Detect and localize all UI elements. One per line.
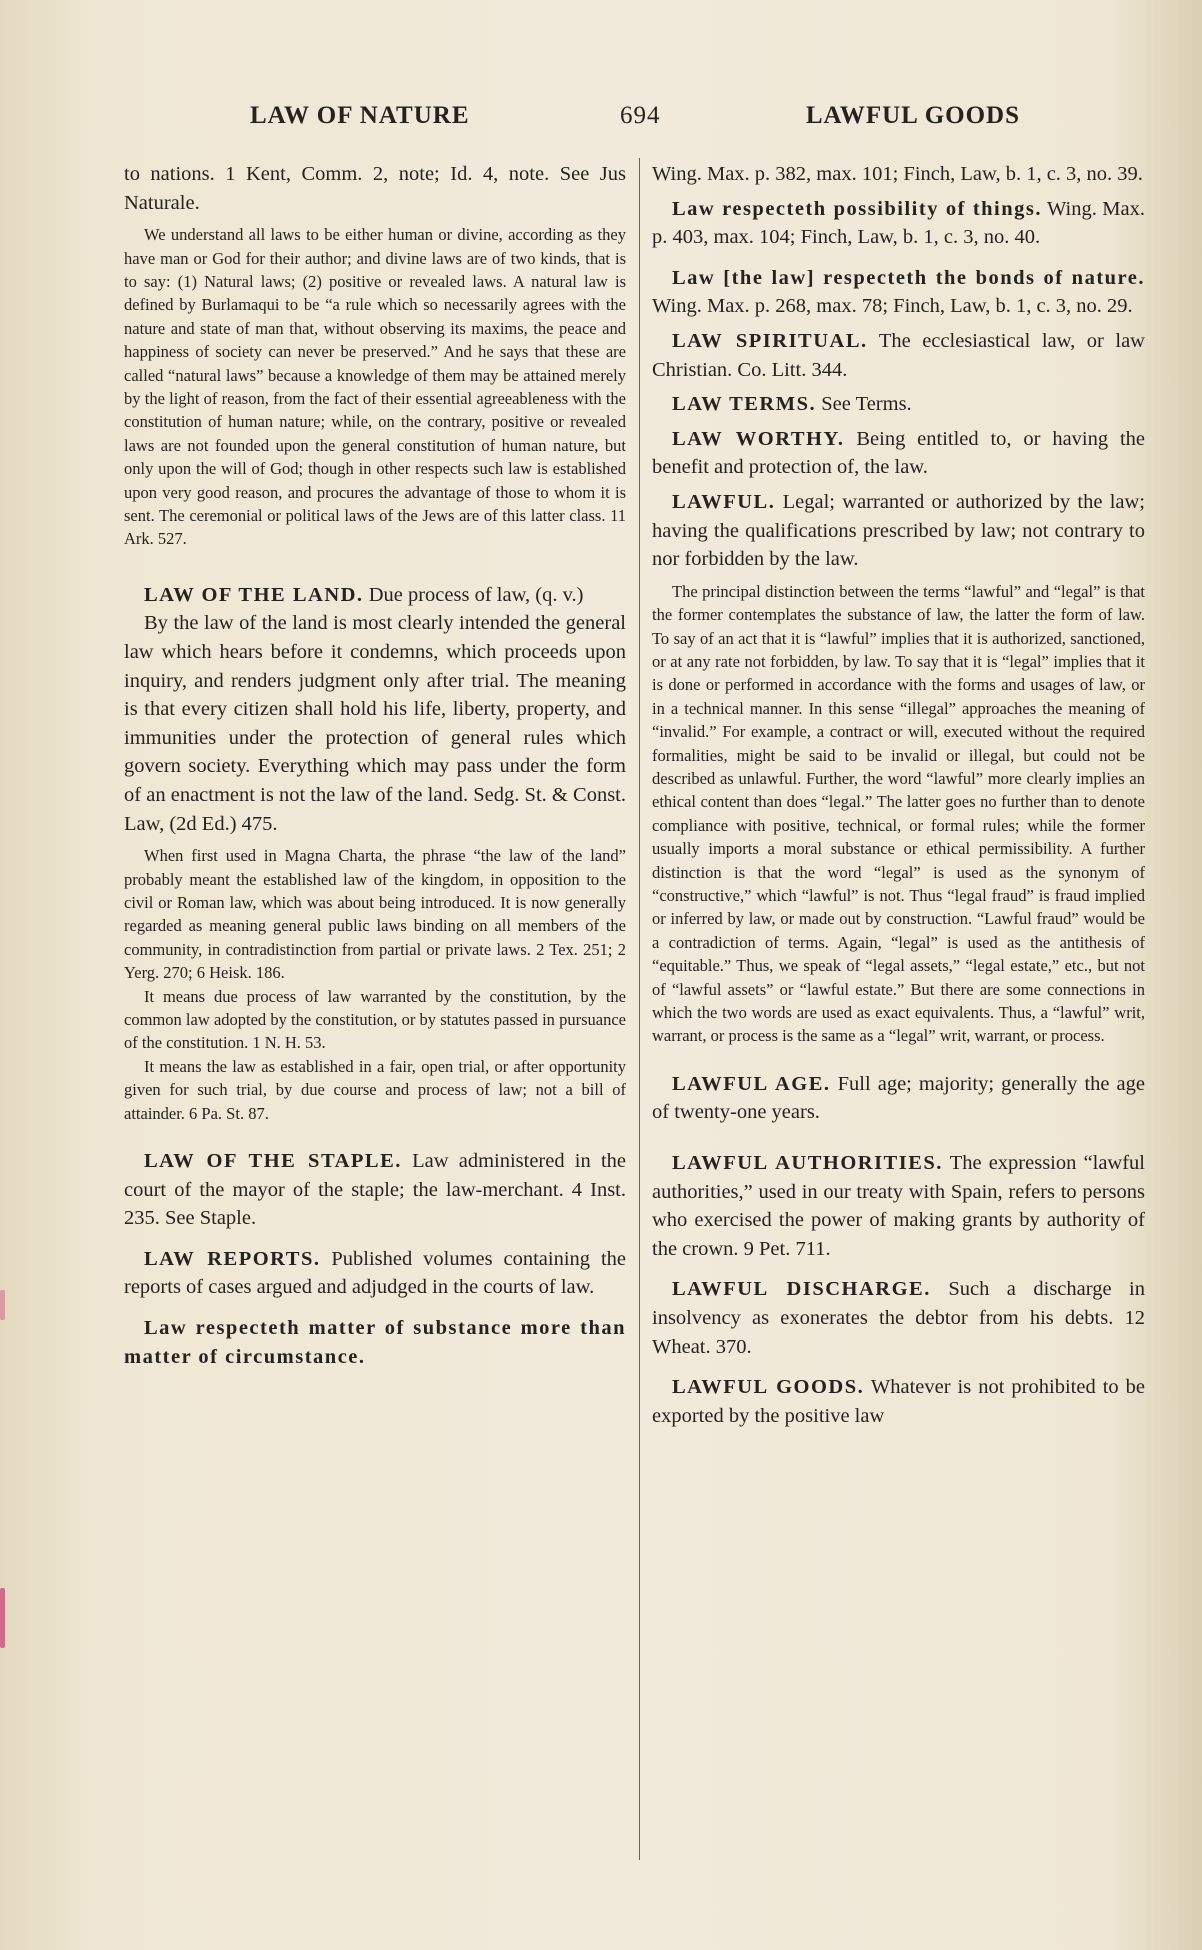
entry-definition: Whatever is not prohibited to be exported by the positive law [652,1376,1145,1427]
header-right-guide-word: LAWFUL GOODS [805,102,1020,129]
entry-headword: LAWFUL AGE. [672,1072,831,1095]
dictionary-entry [652,390,1145,419]
header-left-guide-word: LAW OF NATURE [250,102,470,129]
entry-headword: LAW WORTHY. [672,427,845,450]
entry-definition: Wing. Max. p. 268, max. 78; Finch, Law, b. 1, c. 3, no. 29. [652,295,1133,318]
entry-headword: LAW REPORTS. [144,1247,321,1270]
entry-body: By the law of the land is most clearly intended the general law which hears before it condemns, which proceeds upon inquiry, and renders judgment only after trial. The meaning is that every citizen shall hold his life, liberty, property, and immunities under the protection of general rules which govern society. Everything which may pass under the form of an enactment is not the law of the land. Sedg. St. & Const. Law, (2d Ed.) 475. [124,612,626,835]
column-divider [639,158,640,1860]
entry-definition: Being entitled to, or having the benefit and protection of, the law. [652,427,1145,479]
entry-headword: Law respecteth matter of substance more than matter of circumstance. [124,1317,626,1368]
dictionary-entry [652,1373,1145,1430]
entry-headword: LAW OF THE STAPLE. [144,1150,402,1173]
continued-entry: Wing. Max. p. 382, max. 101; Finch, Law, b. 1, c. 3, no. 39. [652,163,1143,185]
dictionary-entry [652,327,1145,384]
entry-headword: LAW SPIRITUAL. [672,329,868,352]
right-column [652,160,1145,1860]
entry-note: We understand all laws to be either human or divine, according as they have man or God for their author; and divine laws are of two kinds, that is to say: (1) Natural laws; (2) positive or revealed laws. A natural law is defined by Burlamaqui to be “a rule which so necessarily agrees with the nature and state of man that, without observing its maxims, the peace and happiness of society can never be preserved.” And he says that these are called “natural laws” because a knowledge of them may be attained merely by the light of reason, from the fact of their essential agreeableness with the constitution of human nature; while, on the contrary, positive or revealed laws are not founded upon the general constitution of human nature, but only upon the will of God; though in other respects such law is established upon very good reason, and procures the advantage of those to whom it is sent. The ceremonial or political laws of the Jews are of this latter class. 11 Ark. 527. [124,225,626,549]
running-header [250,102,1020,136]
entry-headword: LAWFUL AUTHORITIES. [672,1152,943,1175]
dictionary-entry [652,425,1145,482]
entry-definition: Published volumes containing the reports of cases argued and adjudged in the courts of law. [124,1247,626,1299]
dictionary-entry [652,1149,1145,1263]
dictionary-entry [124,1245,626,1302]
entry-definition: Wing. Max. p. 403, max. 104; Finch, Law, b. 1, c. 3, no. 40. [652,197,1145,249]
left-column [124,160,626,1860]
entry-definition: Such a discharge in insolvency as exonerates the debtor from his debts. 12 Wheat. 370. [652,1278,1145,1358]
margin-highlight-mark [0,1588,5,1648]
maxim-entry [124,1314,626,1371]
entry-note: The principal distinction between the terms “lawful” and “legal” is that the former contemplates the substance of law, the latter the form of law. To say of an act that it is “lawful” implies that it is authorized, sanctioned, or at any rate not forbidden, by law. To say that it is “legal” implies that it is done or performed in accordance with the forms and usages of law, or in a technical manner. In this sense “illegal” approaches the meaning of “invalid.” For example, a contract or will, executed without the required formalities, might be said to be invalid or illegal, but could not be described as unlawful. Further, the word “lawful” more clearly implies an ethical content than does “legal.” The latter goes no further than to denote compliance with positive, technical, or formal rules; while the former usually imports a moral substance or ethical permissibility. A further distinction is that the word “legal” is used as the synonym of “constructive,” which “lawful” is not. Thus “legal fraud” is fraud implied or inferred by law, or made out by construction. “Lawful fraud” would be a contradiction of terms. Again, “legal” is used as the antithesis of “equitable.” Thus, we speak of “legal assets,” “legal estate,” etc., but not of “lawful assets” or “lawful estate.” But there are some connections in which the two words are used as exact equivalents. Thus, a “lawful” writ, warrant, or process is the same as a “legal” writ, warrant, or process. [652,581,1145,1046]
dictionary-entry [652,1275,1145,1361]
entry-headword: LAW TERMS. [672,393,817,416]
entry-definition: Due process of law, (q. v.) [368,583,584,606]
entry-definition: The expression “lawful authorities,” used in our treaty with Spain, refers to persons who exercised the power of making grants by authority of the crown. 9 Pet. 711. [652,1152,1145,1260]
entry-definition: The ecclesiastical law, or law Christian. Co. Litt. 344. [652,329,1145,381]
entry-headword: LAWFUL GOODS. [672,1376,865,1399]
maxim-entry [652,264,1145,321]
dictionary-entry [124,581,626,610]
margin-highlight-mark [0,1290,5,1320]
continued-entry: to nations. 1 Kent, Comm. 2, note; Id. 4, note. See Jus Naturale. [124,163,626,214]
entry-definition: Law administered in the court of the mayor of the staple; the law-merchant. 4 Inst. 235. See Staple. [124,1150,626,1230]
entry-headword: Law [the law] respecteth the bonds of nature. [672,266,1145,289]
dictionary-entry [652,488,1145,574]
entry-cross-reference: See Terms. [821,393,912,416]
entry-definition: Legal; warranted or authorized by the law; having the qualifications prescribed by law; not contrary to nor forbidden by the law. [652,490,1145,571]
entry-headword: LAWFUL. [672,490,776,513]
page-number: 694 [620,102,661,129]
entry-headword: Law respecteth possibility of things. [672,197,1042,220]
dictionary-entry [124,1147,626,1233]
entry-definition: Full age; majority; generally the age of twenty-one years. [652,1072,1145,1124]
entry-note: It means the law as established in a fair, open trial, or after opportunity given for such trial, by due course and process of law; not a bill of attainder. 6 Pa. St. 87. [124,1056,626,1123]
maxim-entry [652,195,1145,252]
entry-note: It means due process of law warranted by the constitution, by the common law adopted by the constitution, or by statutes passed in pursuance of the constitution. 1 N. H. 53. [124,986,626,1053]
dictionary-entry [652,1070,1145,1127]
entry-headword: LAWFUL DISCHARGE. [672,1278,931,1301]
entry-headword: LAW OF THE LAND. [144,583,364,606]
entry-note: When first used in Magna Charta, the phrase “the law of the land” probably meant the established law of the kingdom, in opposition to the civil or Roman law, which was about being introduced. It is now generally regarded as meaning general public laws binding on all members of the community, in contradistinction from partial or private laws. 2 Tex. 251; 2 Yerg. 270; 6 Heisk. 186. [124,846,626,983]
